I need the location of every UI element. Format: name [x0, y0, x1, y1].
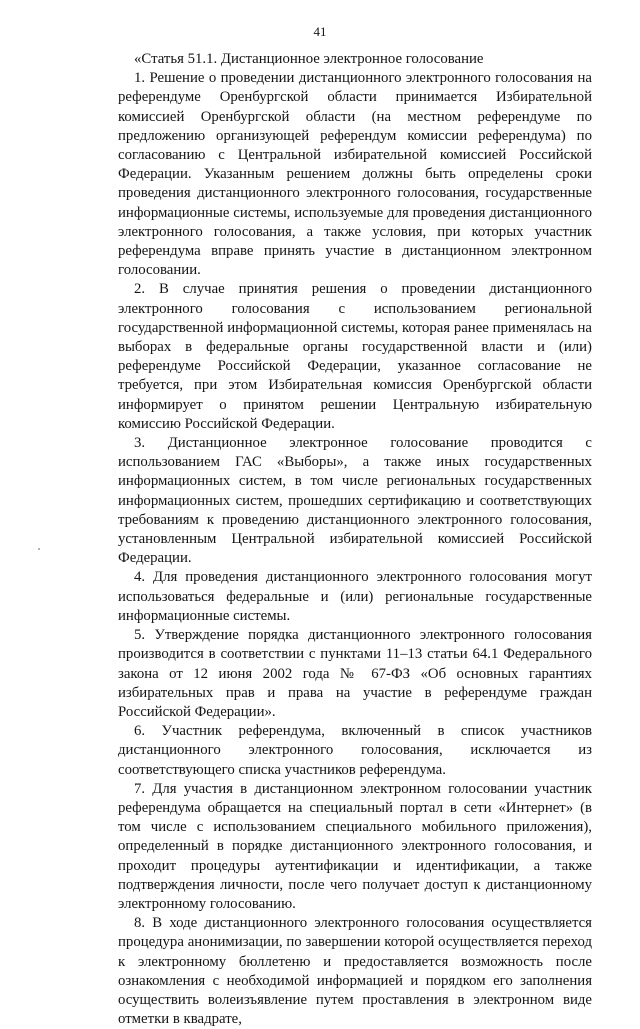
- paragraph-3: 3. Дистанционное электронное голосование проводится с использованием ГАС «Выборы», а также иных государственных информационных систем, в том числе региональных государственных информационных систем, прошедших сертификацию и соответствующих требованиям к проведению дистанционного электронного голосования, установленным Центральной избирательной комиссией Российской Федерации.: [118, 435, 592, 567]
- article-body: [118, 50, 592, 1029]
- paragraph-4: 4. Для проведения дистанционного электронного голосования могут использоваться федеральные и (или) региональные государственные информационные системы.: [118, 569, 592, 624]
- paragraph-1: 1. Решение о проведении дистанционного электронного голосования на референдуме Оренбургской области принимается Избирательной комиссией Оренбургской области (на местном референдуме по предложению организующей референдум комиссии референдума) по согласованию с Центральной избирательной комиссией Российской Федерации. Указанным решением должны быть определены сроки проведения дистанционного электронного голосования, государственные информационные системы, используемые для проведения дистанционного электронного голосования, а также условия, при которых участник референдума вправе принять участие в дистанционном электронном голосовании.: [118, 70, 592, 279]
- paragraph-6: 6. Участник референдума, включенный в список участников дистанционного электронного голосования, исключается из соответствующего списка участников референдума.: [118, 723, 592, 778]
- margin-mark: [38, 548, 40, 550]
- paragraph-8: 8. В ходе дистанционного электронного голосования осуществляется процедура анонимизации, по завершении которой осуществляется переход к электронному бюллетеню и предоставляется возможность после ознакомления с необходимой информацией и порядком его заполнения осуществить волеизъявление путем проставления в электронном виде отметки в квадрате,: [118, 915, 592, 1028]
- page-number: 41: [313, 24, 327, 39]
- paragraph-2: 2. В случае принятия решения о проведении дистанционного электронного голосования с использованием региональной государственной информационной системы, которая ранее применялась на выборах в федеральные органы государственной власти и (или) референдуме Российской Федерации, указанное согласование не требуется, при этом Избирательная комиссия Оренбургской области информирует о принятом решении Центральную избирательную комиссию Российской Федерации.: [118, 281, 592, 432]
- article-title: «Статья 51.1. Дистанционное электронное голосование: [134, 51, 484, 67]
- paragraph-5: 5. Утверждение порядка дистанционного электронного голосования производится в соответствии с пунктами 11–13 статьи 64.1 Федерального закона от 12 июня 2002 года № 67-ФЗ «Об основных гарантиях избирательных прав и права на участие в референдуме граждан Российской Федерации».: [118, 627, 592, 720]
- paragraph-7: 7. Для участия в дистанционном электронном голосовании участник референдума обращается на специальный портал в сети «Интернет» (в том числе с использованием специального мобильного приложения), определенный в порядке дистанционного электронного голосования, и проходит процедуры аутентификации и идентификации, а также подтверждения личности, после чего получает доступ к дистанционному электронному голосованию.: [118, 780, 592, 912]
